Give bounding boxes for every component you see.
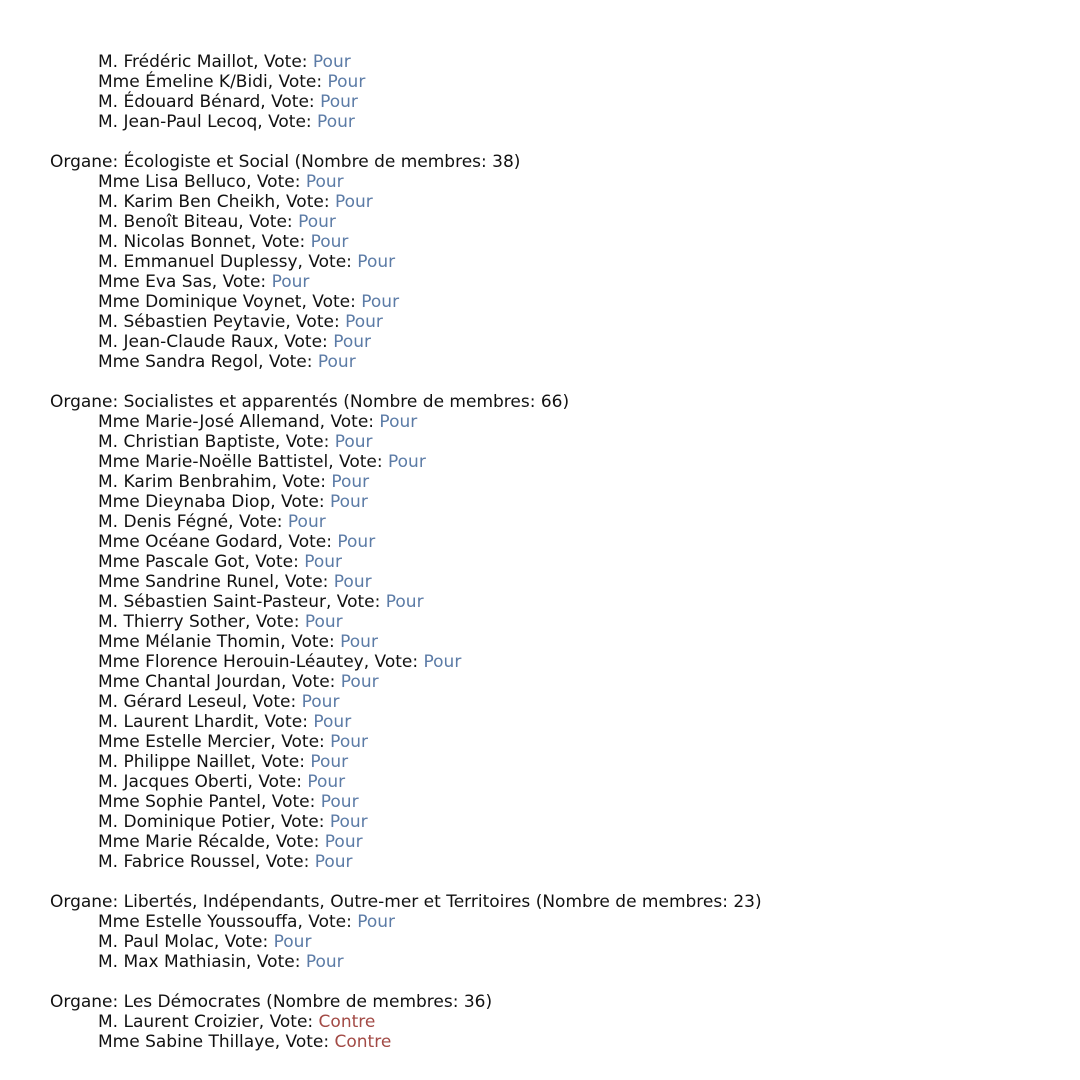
- vote-label: Vote:: [281, 732, 331, 752]
- member-row: [50, 52, 762, 72]
- member-name: M. Édouard Bénard: [98, 92, 261, 112]
- vote-label: Vote:: [278, 72, 328, 92]
- separator: ,: [270, 492, 282, 512]
- separator: ,: [257, 112, 269, 132]
- member-row: [50, 192, 762, 212]
- vote-label: Vote:: [224, 932, 274, 952]
- separator: ,: [258, 1012, 270, 1032]
- vote-label: Vote:: [271, 92, 321, 112]
- vote-value: Pour: [304, 612, 343, 632]
- vote-value: Contre: [318, 1012, 376, 1032]
- vote-label: Vote:: [268, 352, 318, 372]
- member-name: Mme Sophie Pantel: [98, 792, 261, 812]
- vote-value: Contre: [334, 1032, 392, 1052]
- member-row: [50, 632, 762, 652]
- member-name: Mme Marie Récalde: [98, 832, 265, 852]
- separator: ,: [260, 792, 272, 812]
- member-name: Mme Sandrine Runel: [98, 572, 274, 592]
- vote-value: Pour: [330, 492, 368, 512]
- vote-label: Vote:: [336, 592, 386, 612]
- separator: ,: [213, 932, 225, 952]
- member-row: [50, 652, 762, 672]
- vote-label: Vote:: [284, 572, 334, 592]
- separator: ,: [211, 272, 223, 292]
- separator: ,: [247, 772, 259, 792]
- member-name: M. Emmanuel Duplessy: [98, 252, 298, 272]
- separator: ,: [270, 732, 282, 752]
- vote-value: Pour: [287, 512, 326, 532]
- member-name: Mme Eva Sas: [98, 272, 212, 292]
- member-row: [50, 572, 762, 592]
- vote-value: Pour: [273, 932, 312, 952]
- group-section: [50, 992, 762, 1052]
- vote-value: Pour: [305, 952, 344, 972]
- separator: ,: [246, 952, 257, 972]
- separator: ,: [285, 312, 297, 332]
- vote-label: Vote:: [308, 252, 358, 272]
- member-name: M. Denis Fégné: [98, 512, 229, 532]
- separator: ,: [297, 252, 309, 272]
- vote-value: Pour: [327, 72, 366, 92]
- member-row: [50, 712, 762, 732]
- vote-label: Vote:: [330, 412, 380, 432]
- member-row: [50, 1012, 762, 1032]
- separator: ,: [301, 292, 313, 312]
- vote-value: Pour: [340, 672, 379, 692]
- group-section: [50, 152, 762, 372]
- member-row: [50, 312, 762, 332]
- separator: ,: [274, 432, 286, 452]
- separator: ,: [319, 412, 331, 432]
- vote-value: Pour: [320, 792, 359, 812]
- separator: ,: [325, 592, 337, 612]
- vote-value: Pour: [333, 572, 372, 592]
- vote-value: Pour: [298, 212, 336, 232]
- vote-value: Pour: [329, 812, 368, 832]
- separator: ,: [253, 712, 265, 732]
- separator: ,: [363, 652, 375, 672]
- member-row: [50, 512, 762, 532]
- separator: ,: [275, 192, 286, 212]
- vote-label: Vote:: [255, 552, 305, 572]
- member-row: [50, 812, 762, 832]
- vote-value: Pour: [340, 632, 378, 652]
- separator: ,: [280, 632, 292, 652]
- vote-label: Vote:: [261, 752, 311, 772]
- member-row: [50, 272, 762, 292]
- member-name: Mme Dieynaba Diop: [98, 492, 271, 512]
- vote-label: Vote:: [275, 832, 325, 852]
- member-row: [50, 252, 762, 272]
- group-spacer: [50, 872, 762, 892]
- member-row: [50, 692, 762, 712]
- separator: ,: [267, 72, 279, 92]
- vote-value: Pour: [379, 412, 418, 432]
- separator: ,: [245, 612, 256, 632]
- separator: ,: [250, 752, 262, 772]
- member-row: [50, 492, 762, 512]
- member-row: [50, 932, 762, 952]
- vote-value: Pour: [385, 592, 424, 612]
- vote-label: Vote:: [374, 652, 424, 672]
- separator: ,: [265, 832, 276, 852]
- member-row: [50, 752, 762, 772]
- vote-label: Vote:: [282, 472, 332, 492]
- member-row: [50, 352, 762, 372]
- member-row: [50, 452, 762, 472]
- vote-value: Pour: [310, 752, 349, 772]
- group-header: Organe: Libertés, Indépendants, Outre-mer et Territoires (Nombre de membres: 23): [50, 892, 762, 912]
- vote-value: Pour: [310, 232, 349, 252]
- vote-label: Vote:: [271, 792, 321, 812]
- vote-value: Pour: [334, 192, 373, 212]
- vote-value: Pour: [307, 772, 346, 792]
- vote-label: Vote:: [252, 692, 302, 712]
- vote-label: Vote:: [285, 432, 335, 452]
- member-row: [50, 852, 762, 872]
- member-name: Mme Lisa Belluco: [98, 172, 247, 192]
- vote-label: Vote:: [258, 772, 308, 792]
- separator: ,: [328, 452, 340, 472]
- separator: ,: [228, 512, 239, 532]
- vote-label: Vote:: [296, 312, 346, 332]
- vote-value: Pour: [305, 172, 344, 192]
- separator: ,: [250, 232, 262, 252]
- member-row: [50, 832, 762, 852]
- member-row: [50, 172, 762, 192]
- vote-label: Vote:: [269, 1012, 319, 1032]
- vote-label: Vote:: [281, 492, 331, 512]
- member-name: M. Christian Baptiste: [98, 432, 275, 452]
- vote-value: Pour: [333, 332, 371, 352]
- vote-value: Pour: [423, 652, 462, 672]
- member-name: Mme Chantal Jourdan: [98, 672, 281, 692]
- member-row: [50, 732, 762, 752]
- vote-value: Pour: [334, 432, 373, 452]
- group-section: [50, 892, 762, 972]
- member-row: [50, 612, 762, 632]
- vote-value: Pour: [388, 452, 426, 472]
- vote-label: Vote:: [261, 232, 311, 252]
- member-row: [50, 592, 762, 612]
- vote-value: Pour: [314, 852, 353, 872]
- group-spacer: [50, 372, 762, 392]
- separator: ,: [254, 852, 266, 872]
- member-row: [50, 1032, 762, 1052]
- group-section: [50, 392, 762, 872]
- group-header: Organe: Socialistes et apparentés (Nombre de membres: 66): [50, 392, 570, 412]
- vote-value: Pour: [320, 92, 358, 112]
- member-name: M. Philippe Naillet: [98, 752, 251, 772]
- member-name: Mme Océane Godard: [98, 532, 278, 552]
- member-name: Mme Sabine Thillaye: [98, 1032, 275, 1052]
- member-name: M. Frédéric Maillot: [98, 52, 254, 72]
- member-row: [50, 432, 762, 452]
- vote-label: Vote:: [249, 212, 299, 232]
- separator: ,: [253, 52, 264, 72]
- member-name: M. Benoît Biteau: [98, 212, 239, 232]
- separator: ,: [246, 172, 257, 192]
- member-name: M. Jean-Claude Raux: [98, 332, 274, 352]
- group-spacer: [50, 972, 762, 992]
- vote-value: Pour: [361, 292, 400, 312]
- member-row: [50, 672, 762, 692]
- vote-label: Vote:: [284, 332, 334, 352]
- vote-label: Vote:: [263, 52, 313, 72]
- vote-value: Pour: [331, 472, 370, 492]
- vote-value: Pour: [330, 732, 368, 752]
- member-name: Mme Estelle Mercier: [98, 732, 271, 752]
- member-name: M. Jacques Oberti: [98, 772, 248, 792]
- member-name: M. Laurent Lhardit: [98, 712, 254, 732]
- member-name: M. Sébastien Peytavie: [98, 312, 286, 332]
- member-row: [50, 532, 762, 552]
- separator: ,: [277, 532, 289, 552]
- vote-label: Vote:: [285, 1032, 335, 1052]
- vote-value: Pour: [271, 272, 310, 292]
- vote-label: Vote:: [268, 112, 318, 132]
- vote-value: Pour: [317, 112, 355, 132]
- member-name: M. Jean-Paul Lecoq: [98, 112, 258, 132]
- vote-label: Vote:: [264, 712, 314, 732]
- member-name: M. Fabrice Roussel: [98, 852, 255, 872]
- vote-label: Vote:: [285, 192, 335, 212]
- member-row: [50, 552, 762, 572]
- vote-value: Pour: [357, 252, 396, 272]
- vote-label: Vote:: [291, 672, 341, 692]
- member-row: [50, 72, 762, 92]
- member-name: M. Dominique Potier: [98, 812, 271, 832]
- vote-label: Vote:: [256, 172, 306, 192]
- member-row: [50, 412, 762, 432]
- separator: ,: [244, 552, 256, 572]
- member-row: [50, 232, 762, 252]
- vote-value: Pour: [312, 52, 351, 72]
- member-row: [50, 332, 762, 352]
- member-name: M. Sébastien Saint-Pasteur: [98, 592, 326, 612]
- member-name: M. Laurent Croizier: [98, 1012, 259, 1032]
- separator: ,: [260, 92, 272, 112]
- vote-label: Vote:: [280, 812, 330, 832]
- member-name: Mme Dominique Voynet: [98, 292, 302, 312]
- member-name: Mme Émeline K/Bidi: [98, 72, 268, 92]
- separator: ,: [274, 1032, 286, 1052]
- vote-label: Vote:: [238, 512, 288, 532]
- member-name: M. Max Mathiasin: [98, 952, 247, 972]
- vote-label: Vote:: [288, 532, 338, 552]
- separator: ,: [273, 332, 285, 352]
- separator: ,: [281, 672, 292, 692]
- vote-label: Vote:: [308, 912, 358, 932]
- vote-value: Pour: [345, 312, 383, 332]
- member-row: [50, 772, 762, 792]
- group-header: Organe: Écologiste et Social (Nombre de membres: 38): [50, 152, 521, 172]
- group-section: [50, 52, 762, 132]
- vote-value: Pour: [301, 692, 340, 712]
- separator: ,: [271, 472, 283, 492]
- member-name: Mme Florence Herouin-Léautey: [98, 652, 364, 672]
- member-name: Mme Sandra Regol: [98, 352, 259, 372]
- member-name: Mme Mélanie Thomin: [98, 632, 281, 652]
- vote-label: Vote:: [291, 632, 341, 652]
- member-name: M. Karim Benbrahim: [98, 472, 272, 492]
- member-name: M. Gérard Leseul: [98, 692, 242, 712]
- vote-value: Pour: [324, 832, 363, 852]
- vote-value: Pour: [357, 912, 396, 932]
- separator: ,: [274, 572, 285, 592]
- vote-label: Vote:: [312, 292, 362, 312]
- member-name: Mme Marie-Noëlle Battistel: [98, 452, 329, 472]
- member-name: Mme Estelle Youssouffa: [98, 912, 298, 932]
- member-row: [50, 472, 762, 492]
- separator: ,: [238, 212, 250, 232]
- member-row: [50, 292, 762, 312]
- separator: ,: [241, 692, 253, 712]
- vote-label: Vote:: [265, 852, 315, 872]
- member-row: [50, 92, 762, 112]
- vote-label: Vote:: [255, 612, 305, 632]
- vote-label: Vote:: [256, 952, 306, 972]
- member-name: M. Karim Ben Cheikh: [98, 192, 276, 212]
- member-name: M. Thierry Sother: [98, 612, 246, 632]
- member-name: M. Paul Molac: [98, 932, 214, 952]
- member-name: Mme Marie-José Allemand: [98, 412, 320, 432]
- member-name: Mme Pascale Got: [98, 552, 245, 572]
- member-row: [50, 952, 762, 972]
- separator: ,: [297, 912, 309, 932]
- member-name: M. Nicolas Bonnet: [98, 232, 251, 252]
- member-row: [50, 112, 762, 132]
- vote-value: Pour: [317, 352, 356, 372]
- vote-label: Vote:: [339, 452, 388, 472]
- vote-value: Pour: [313, 712, 352, 732]
- vote-label: Vote:: [222, 272, 272, 292]
- group-header: Organe: Les Démocrates (Nombre de membres: 36): [50, 992, 493, 1012]
- member-row: [50, 212, 762, 232]
- separator: ,: [270, 812, 281, 832]
- member-row: [50, 912, 762, 932]
- vote-value: Pour: [337, 532, 376, 552]
- vote-document: [50, 52, 762, 1052]
- group-spacer: [50, 132, 762, 152]
- member-row: [50, 792, 762, 812]
- vote-value: Pour: [304, 552, 343, 572]
- separator: ,: [258, 352, 269, 372]
